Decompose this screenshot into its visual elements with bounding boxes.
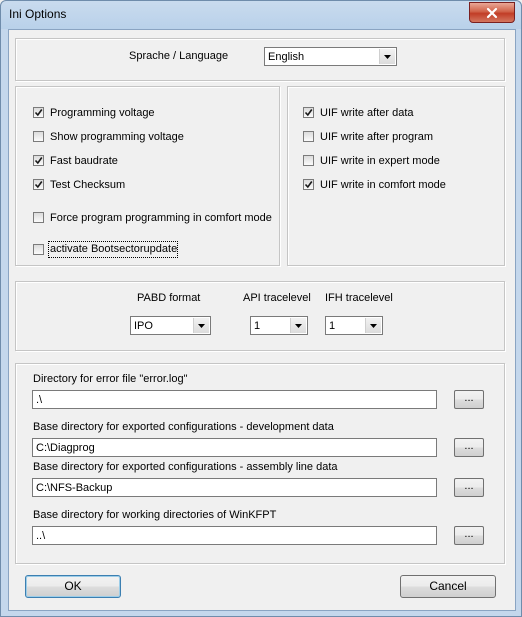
working-dirs-browse-button[interactable]: ... [454,526,484,545]
activate-bootsectorupdate-label: activate Bootsectorupdate [50,243,178,255]
checkmark-icon [34,108,43,117]
working-dirs-value: ..\ [36,530,46,542]
uif-write-expert-mode-checkbox[interactable] [303,155,314,166]
title-bar[interactable] [1,1,521,29]
programming-voltage-label: Programming voltage [50,107,155,119]
chevron-down-icon[interactable] [365,318,381,333]
close-icon [485,7,499,19]
show-programming-voltage-checkbox[interactable] [33,131,44,142]
pabd-format-label: PABD format [137,292,201,304]
ifh-tracelevel-label: IFH tracelevel [325,292,393,304]
language-select[interactable] [264,47,397,66]
chevron-down-icon[interactable] [379,49,395,64]
chevron-down-icon[interactable] [193,318,209,333]
checkmark-icon [34,156,43,165]
window-title: Ini Options [9,7,67,21]
force-program-programming-checkbox[interactable] [33,212,44,223]
error-log-dir-label: Directory for error file "error.log" [33,373,188,385]
uif-write-comfort-mode-label: UIF write in comfort mode [320,179,446,191]
activate-bootsectorupdate-checkbox[interactable] [33,244,44,255]
checkmark-icon [34,180,43,189]
fast-baudrate-label: Fast baudrate [50,155,118,167]
api-tracelevel-value: 1 [254,320,261,332]
dev-data-dir-input[interactable] [32,438,437,457]
working-dirs-label: Base directory for working directories of WinKFPT [33,509,277,521]
close-button[interactable] [469,2,515,23]
uif-write-after-program-label: UIF write after program [320,131,434,143]
test-checksum-label: Test Checksum [50,179,126,191]
programming-voltage-checkbox[interactable] [33,107,44,118]
ok-button[interactable]: OK [25,575,121,598]
working-dirs-input[interactable] [32,526,437,545]
assembly-data-dir-label: Base directory for exported configurations - assembly line data [33,461,338,473]
uif-write-after-data-checkbox[interactable] [303,107,314,118]
assembly-data-dir-input[interactable] [32,478,437,497]
uif-write-after-data-label: UIF write after data [320,107,414,119]
language-label: Sprache / Language [129,50,229,62]
show-programming-voltage-label: Show programming voltage [50,131,184,143]
fast-baudrate-checkbox[interactable] [33,155,44,166]
ifh-tracelevel-select[interactable] [325,316,383,335]
error-log-browse-button[interactable]: ... [454,390,484,409]
ifh-tracelevel-value: 1 [329,320,336,332]
assembly-data-browse-button[interactable]: ... [454,478,484,497]
test-checksum-checkbox[interactable] [33,179,44,190]
checkmark-icon [304,108,313,117]
uif-write-comfort-mode-checkbox[interactable] [303,179,314,190]
dev-data-dir-value: C:\Diagprog [36,442,95,454]
error-log-dir-input[interactable] [32,390,437,409]
api-tracelevel-label: API tracelevel [243,292,311,304]
pabd-format-select[interactable] [130,316,211,335]
assembly-data-dir-value: C:\NFS-Backup [36,482,113,494]
error-log-dir-value: .\ [36,394,43,406]
dev-data-dir-label: Base directory for exported configurations - development data [33,421,334,433]
language-selected-value: English [268,51,305,63]
force-program-programming-label: Force program programming in comfort mode [50,212,272,224]
checkmark-icon [304,180,313,189]
api-tracelevel-select[interactable] [250,316,308,335]
language-group [15,38,505,81]
dialog-body [8,29,516,611]
cancel-button[interactable]: Cancel [400,575,496,598]
pabd-format-value: IPO [134,320,153,332]
chevron-down-icon[interactable] [290,318,306,333]
uif-write-after-program-checkbox[interactable] [303,131,314,142]
dev-data-browse-button[interactable]: ... [454,438,484,457]
uif-write-expert-mode-label: UIF write in expert mode [320,155,440,167]
